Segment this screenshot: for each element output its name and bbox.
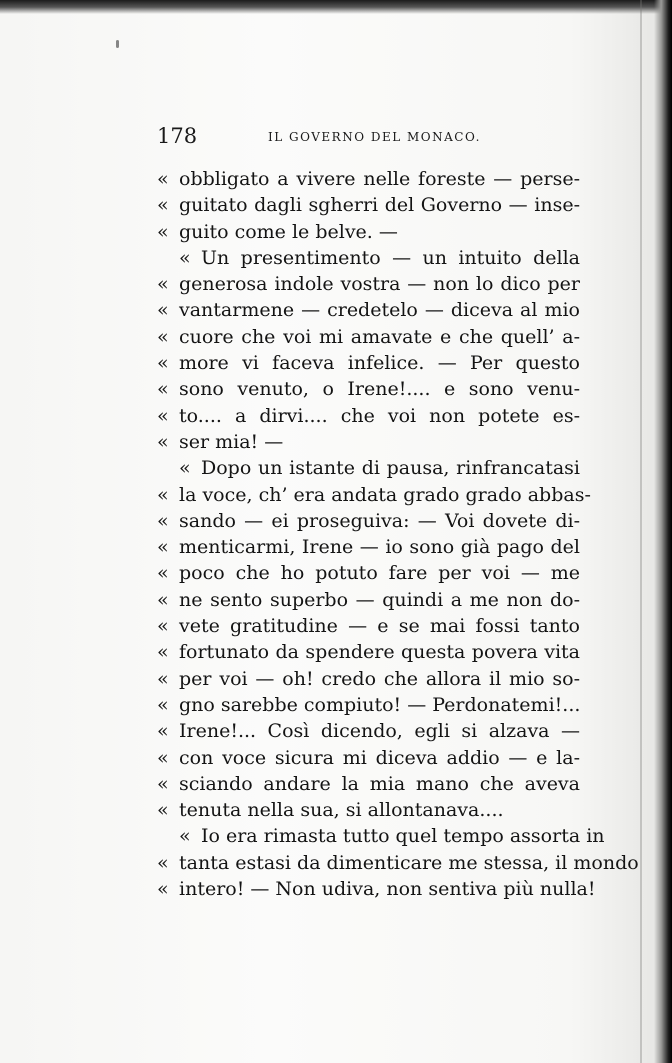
text-line	[157, 825, 605, 851]
guillemet: «	[157, 378, 169, 401]
guillemet: «	[157, 772, 169, 795]
line-text: cuore che voi mi amavate e che quell’ a-	[179, 325, 580, 348]
guillemet: «	[157, 641, 169, 664]
text-line	[157, 878, 596, 904]
line-text: more vi faceva infelice. — Per questo	[179, 352, 580, 375]
guillemet: «	[157, 509, 169, 532]
text-line	[157, 668, 580, 694]
text-line	[157, 457, 580, 483]
line-text: vete gratitudine — e se mai fossi tanto	[179, 615, 580, 638]
line-text: sciando andare la mia mano che aveva	[179, 772, 580, 795]
guillemet: «	[157, 878, 169, 901]
text-line	[157, 483, 591, 510]
guillemet: «	[157, 325, 169, 348]
page-header	[157, 124, 577, 152]
line-text: vantarmene — credetelo — diceva al mio	[179, 299, 580, 322]
text-line	[157, 562, 580, 588]
text-line	[157, 378, 580, 404]
line-text: to.... a dirvi.... che voi non potete es-	[179, 404, 580, 427]
guillemet: «	[157, 799, 169, 822]
text-line	[157, 326, 580, 352]
running-title: IL GOVERNO DEL MONACO.	[268, 130, 481, 144]
guillemet: «	[179, 246, 191, 269]
line-text: fortunato da spendere questa povera vita	[179, 641, 580, 664]
guillemet: «	[157, 404, 169, 427]
line-text: gno sarebbe compiuto! — Perdonatemi!...	[179, 693, 581, 716]
guillemet: «	[157, 168, 169, 190]
guillemet: «	[157, 720, 169, 743]
line-text: sando — ei proseguiva: — Voi dovete di-	[179, 509, 580, 532]
guillemet: «	[157, 851, 169, 874]
text-line	[157, 641, 580, 667]
line-text: Un presentimento — un intuito della	[201, 246, 580, 269]
line-text: menticarmi, Irene — io sono già pago del	[179, 536, 580, 559]
text-line	[157, 510, 580, 536]
text-line	[157, 694, 580, 720]
line-text: ser mia! —	[179, 430, 284, 453]
line-text: sono venuto, o Irene!.... e sono venu-	[179, 378, 580, 401]
text-line	[157, 799, 580, 825]
text-line	[157, 247, 580, 273]
line-text: Irene!... Così dicendo, egli si alzava —	[179, 720, 580, 743]
text-line	[157, 352, 580, 378]
line-text: tenuta nella sua, si allontanava....	[179, 799, 504, 822]
body-text	[157, 168, 639, 904]
page-number: 178	[157, 124, 198, 148]
line-text: guito come le belve. —	[179, 220, 398, 243]
ink-speck	[116, 40, 119, 48]
guillemet: «	[157, 667, 169, 690]
guillemet: «	[157, 220, 169, 243]
scan-top-shadow	[0, 0, 672, 14]
guillemet: «	[157, 615, 169, 638]
line-text: poco che ho potuto fare per voi — me	[179, 562, 580, 585]
text-line	[157, 221, 580, 247]
guillemet: «	[157, 483, 169, 506]
guillemet: «	[157, 562, 169, 585]
line-text: intero! — Non udiva, non sentiva più nulla!	[179, 878, 596, 901]
page-fold-line	[640, 0, 642, 1063]
guillemet: «	[157, 588, 169, 611]
line-text: Io era rimasta tutto quel tempo assorta in	[201, 825, 605, 848]
line-text: obbligato a vivere nelle foreste — perse-	[179, 168, 580, 190]
guillemet: «	[157, 430, 169, 453]
guillemet: «	[179, 825, 191, 848]
text-line	[157, 720, 580, 746]
line-text: Dopo un istante di pausa, rinfrancatasi	[201, 457, 580, 480]
guillemet: «	[157, 273, 169, 296]
text-line	[157, 851, 639, 878]
guillemet: «	[157, 299, 169, 322]
guillemet: «	[157, 693, 169, 716]
text-line	[157, 615, 580, 641]
text-line	[157, 747, 580, 773]
guillemet: «	[157, 536, 169, 559]
line-text: guitato dagli sgherri del Governo — inse-	[179, 194, 580, 217]
scan-right-edge	[654, 0, 672, 1063]
text-line	[157, 589, 580, 615]
text-line	[157, 168, 580, 194]
guillemet: «	[157, 194, 169, 217]
text-line	[157, 273, 580, 299]
text-line	[157, 405, 580, 431]
guillemet: «	[157, 746, 169, 769]
line-text: la voce, ch’ era andata grado grado abbas-	[179, 483, 591, 506]
text-line	[157, 299, 580, 325]
text-line	[157, 194, 580, 220]
line-text: generosa indole vostra — non lo dico per	[179, 273, 580, 296]
line-text: ne sento superbo — quindi a me non do-	[179, 588, 580, 611]
text-line	[157, 431, 580, 457]
guillemet: «	[179, 457, 191, 480]
text-line	[157, 773, 580, 799]
guillemet: «	[157, 352, 169, 375]
line-text: per voi — oh! credo che allora il mio so-	[179, 667, 580, 690]
line-text: tanta estasi da dimenticare me stessa, il mondo	[179, 851, 639, 874]
line-text: con voce sicura mi diceva addio — e la-	[179, 746, 580, 769]
text-line	[157, 536, 580, 562]
